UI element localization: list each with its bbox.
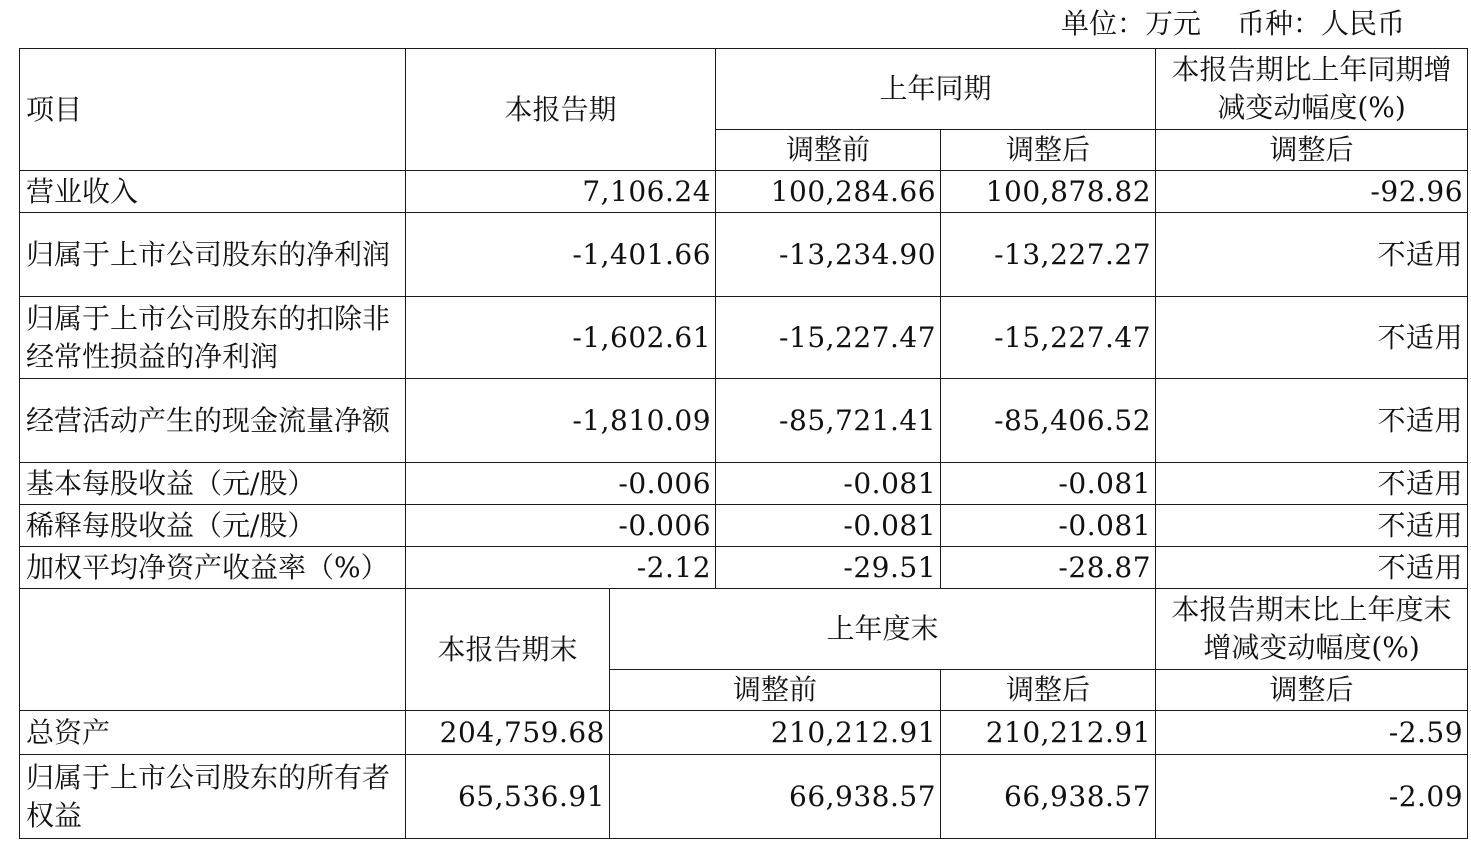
cell-change: 不适用 [1156, 547, 1468, 589]
cell-before-adj: -0.081 [716, 505, 941, 547]
cell-after-adj: -28.87 [941, 547, 1156, 589]
cell-before-adj: 210,212.91 [610, 711, 941, 755]
unit-currency-note [1061, 4, 1405, 44]
table1-header-after-adj: 调整后 [941, 130, 1156, 171]
table1-header-current: 本报告期 [406, 49, 716, 171]
cell-current: 65,536.91 [406, 755, 610, 839]
row-label: 归属于上市公司股东的所有者权益 [20, 755, 406, 839]
cell-after-adj: 210,212.91 [941, 711, 1156, 755]
table-row [20, 547, 1468, 589]
cell-after-adj: 100,878.82 [941, 171, 1156, 213]
row-label: 基本每股收益（元/股） [20, 463, 406, 505]
cell-before-adj: -15,227.47 [716, 297, 941, 379]
row-label: 归属于上市公司股东的净利润 [20, 213, 406, 297]
table2-header-current: 本报告期末 [406, 589, 610, 711]
cell-before-adj: -0.081 [716, 463, 941, 505]
cell-current: 204,759.68 [406, 711, 610, 755]
row-label: 总资产 [20, 711, 406, 755]
table-row [20, 213, 1468, 297]
cell-current: -0.006 [406, 463, 716, 505]
cell-before-adj: 66,938.57 [610, 755, 941, 839]
table-row [20, 755, 1468, 839]
cell-after-adj: -15,227.47 [941, 297, 1156, 379]
cell-change: -2.09 [1156, 755, 1468, 839]
table1-header-before-adj: 调整前 [716, 130, 941, 171]
table1-header-prior: 上年同期 [716, 49, 1156, 130]
cell-current: -1,602.61 [406, 297, 716, 379]
table2-header-prior: 上年度末 [610, 589, 1156, 670]
table-row [20, 711, 1468, 755]
cell-current: 7,106.24 [406, 171, 716, 213]
cell-change: 不适用 [1156, 213, 1468, 297]
cell-current: -0.006 [406, 505, 716, 547]
cell-before-adj: -29.51 [716, 547, 941, 589]
cell-change: 不适用 [1156, 463, 1468, 505]
cell-after-adj: 66,938.57 [941, 755, 1156, 839]
table-row [20, 463, 1468, 505]
row-label: 稀释每股收益（元/股） [20, 505, 406, 547]
table2-header-item [20, 589, 406, 711]
cell-current: -1,401.66 [406, 213, 716, 297]
table2-header-row-1 [20, 589, 1468, 670]
cell-before-adj: 100,284.66 [716, 171, 941, 213]
cell-change: 不适用 [1156, 505, 1468, 547]
row-label: 加权平均净资产收益率（%） [20, 547, 406, 589]
cell-after-adj: -0.081 [941, 463, 1156, 505]
cell-before-adj: -85,721.41 [716, 379, 941, 463]
table-row [20, 505, 1468, 547]
table-row [20, 171, 1468, 213]
cell-after-adj: -0.081 [941, 505, 1156, 547]
table2-header-change: 本报告期末比上年度末增减变动幅度(%) [1156, 589, 1468, 670]
table2-header-before-adj: 调整前 [610, 670, 941, 711]
table2-header-change-after-adj: 调整后 [1156, 670, 1468, 711]
financial-data-table [19, 48, 1468, 839]
cell-after-adj: -13,227.27 [941, 213, 1156, 297]
cell-change: 不适用 [1156, 379, 1468, 463]
cell-change: -92.96 [1156, 171, 1468, 213]
cell-current: -2.12 [406, 547, 716, 589]
row-label: 营业收入 [20, 171, 406, 213]
table-row [20, 379, 1468, 463]
cell-after-adj: -85,406.52 [941, 379, 1156, 463]
cell-change: 不适用 [1156, 297, 1468, 379]
cell-before-adj: -13,234.90 [716, 213, 941, 297]
cell-current: -1,810.09 [406, 379, 716, 463]
unit-label: 单位：万元 [1060, 7, 1201, 40]
table2-header-after-adj: 调整后 [941, 670, 1156, 711]
table-row [20, 297, 1468, 379]
row-label: 归属于上市公司股东的扣除非经常性损益的净利润 [20, 297, 406, 379]
table1-header-change-after-adj: 调整后 [1156, 130, 1468, 171]
table1-header-change: 本报告期比上年同期增减变动幅度(%) [1156, 49, 1468, 130]
row-label: 经营活动产生的现金流量净额 [20, 379, 406, 463]
table1-header-row-1 [20, 49, 1468, 130]
cell-change: -2.59 [1156, 711, 1468, 755]
table1-header-item: 项目 [20, 49, 406, 171]
currency-label: 币种：人民币 [1236, 7, 1405, 40]
